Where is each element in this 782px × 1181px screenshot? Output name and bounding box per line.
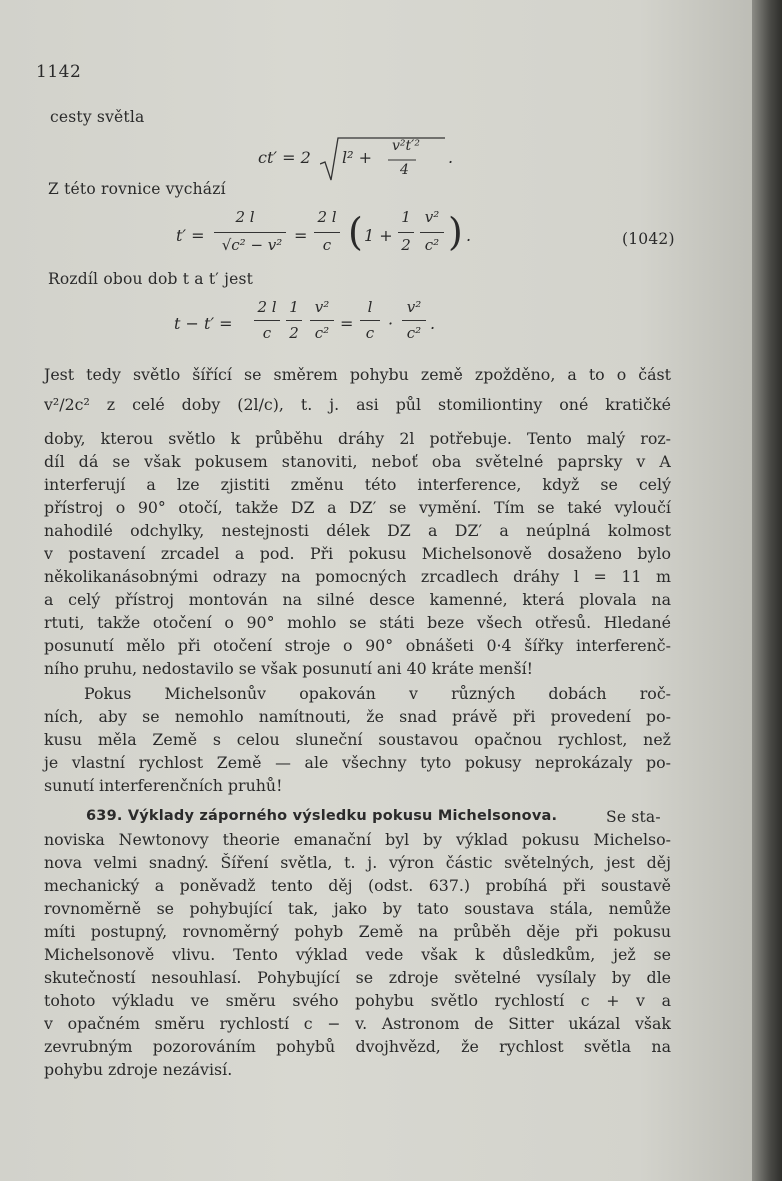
running-head: cesty světla: [50, 108, 145, 126]
section-line: Se sta-: [606, 808, 661, 826]
paragraph-1-line: a celý přístroj montován na silné desce kamenné, která plovala na: [44, 590, 671, 609]
section-line: v opačném směru rychlostí c − v. Astronom de Sitter ukázal však: [44, 1014, 671, 1033]
section-line: pohybu zdroje nezávisí.: [44, 1060, 233, 1079]
formula-2: t′ = 2 l √c² − v² = 2 l c ( 1 + 1 2 v² c² ) .: [176, 208, 472, 254]
section-line: zevrubným pozorováním pohybů dvojhvězd, že rychlost světla na: [44, 1037, 671, 1056]
section-line: míti postupný, rovnoměrný pohyb Země na průběh děje při pokusu: [44, 922, 671, 941]
section-title: Výklady záporného výsledku pokusu Michelsonova.: [127, 808, 558, 824]
paragraph-1-line: interferují a lze zjistiti změnu této interference, když se celý: [44, 475, 671, 494]
paragraph-1-line: ního pruhu, nedostavilo se však posunutí ani 40 kráte menší!: [44, 659, 533, 678]
paragraph-1-line: posunutí mělo při otočení stroje o 90° obnášeti 0·4 šířky interferenč-: [44, 636, 671, 655]
paragraph-1-line: nahodilé odchylky, nestejnosti délek DZ a DZ′ a neúplná kolmost: [44, 521, 671, 540]
paragraph-1-line: v²/2c² z celé doby (2l/c), t. j. asi půl stomiliontiny oné kratičké: [44, 395, 671, 414]
section-line: rovnoměrně se pohybující tak, jako by tato soustava stála, nemůže: [44, 899, 671, 918]
section-line: Michelsonově vlivu. Tento výklad vede však k důsledkům, jež se: [44, 945, 671, 964]
sqrt-symbol: [320, 134, 450, 182]
formula-1: ct′ = 2 l² + v²t′² 4 .: [258, 134, 458, 184]
section-number: 639.: [86, 808, 123, 824]
paragraph-2-line: ních, aby se nemohlo namítnouti, že snad právě při provedení po-: [44, 707, 671, 726]
paragraph-2-line: je vlastní rychlost Země — ale všechny tyto pokusy neprokázaly po-: [44, 753, 671, 772]
paragraph-1-line: v postavení zrcadel a pod. Při pokusu Michelsonově dosaženo bylo: [44, 544, 671, 563]
paragraph-2-line: sunutí interferenčních pruhů!: [44, 776, 283, 795]
paragraph-1-line: doby, kterou světlo k průběhu dráhy 2l potřebuje. Tento malý roz-: [44, 429, 671, 448]
formula-3: t − t′ = 2 l c 1 2 v² c² = l c · v² c² .: [174, 298, 436, 342]
section-line: skutečností nesouhlasí. Pohybující se zdroje světelné vysílaly by dle: [44, 968, 671, 987]
intro-text-3: Rozdíl obou dob t a t′ jest: [48, 270, 254, 288]
section-heading: [86, 808, 557, 824]
intro-text-2: Z této rovnice vychází: [48, 180, 226, 198]
section-line: tohoto výkladu ve směru svého pohybu světlo rychlostí c + v a: [44, 991, 671, 1010]
paragraph-1-line: několikanásobnými odrazy na pomocných zrcadlech dráhy l = 11 m: [44, 567, 671, 586]
page-number: 1142: [36, 62, 82, 82]
page-edge-shadow: [752, 0, 782, 1181]
paragraph-2-line: Pokus Michelsonův opakován v různých dobách roč-: [84, 684, 671, 703]
paragraph-1-line: rtuti, takže otočení o 90° mohlo se státi beze všech otřesů. Hledané: [44, 613, 671, 632]
paragraph-1-line: přístroj o 90° otočí, takže DZ a DZ′ se vymění. Tím se také vyloučí: [44, 498, 671, 517]
paragraph-2-line: kusu měla Země s celou sluneční soustavou opačnou rychlost, než: [44, 730, 671, 749]
section-line: nova velmi snadný. Šíření světla, t. j. výron částic světelných, jest děj: [44, 853, 671, 872]
section-line: mechanický a poněvadž tento děj (odst. 637.) probíhá při soustavě: [44, 876, 671, 895]
equation-number: (1042): [622, 230, 675, 248]
paragraph-1-line: díl dá se však pokusem stanoviti, neboť oba světelné paprsky v A: [44, 452, 671, 471]
section-line: noviska Newtonovy theorie emanační byl by výklad pokusu Michelso-: [44, 830, 671, 849]
paragraph-1-line: Jest tedy světlo šířící se směrem pohybu země zpožděno, a to o část: [44, 365, 671, 384]
